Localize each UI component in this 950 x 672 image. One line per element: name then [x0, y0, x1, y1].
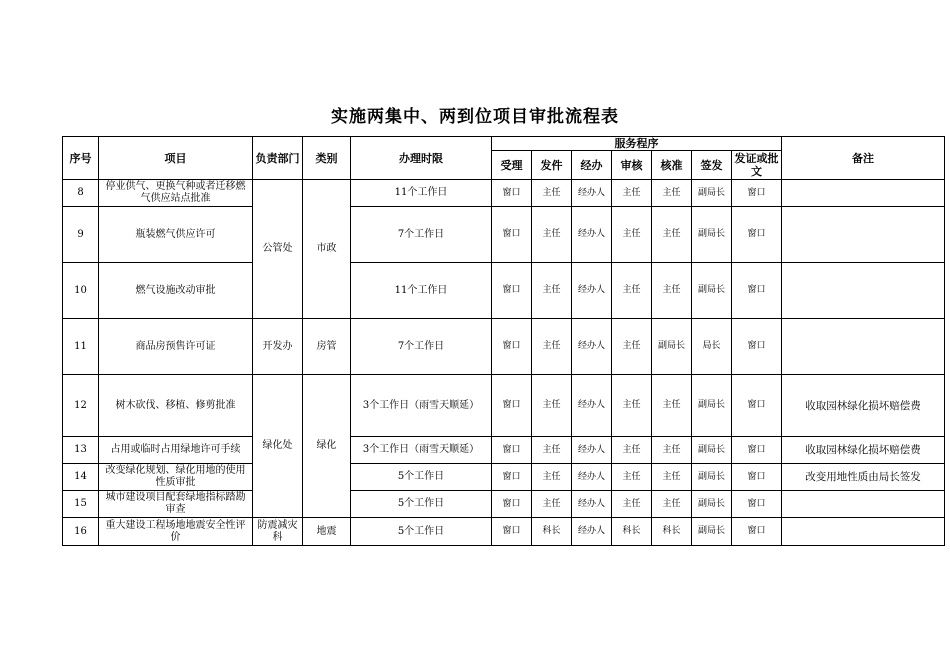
- row-item: 燃气设施改动审批: [99, 263, 253, 319]
- row-item: 城市建设项目配套绿地指标踏勘审查: [99, 491, 253, 518]
- row-note: [782, 180, 945, 207]
- step-cell: 窗口: [732, 518, 782, 546]
- step-cell: 主任: [652, 375, 692, 437]
- header-dept: 负责部门: [253, 137, 303, 180]
- row-item: 停业供气、更换气种或者迁移燃气供应站点批准: [99, 180, 253, 207]
- row-item: 瓶装燃气供应许可: [99, 207, 253, 263]
- step-cell: 经办人: [572, 464, 612, 491]
- step-cell: 主任: [532, 319, 572, 375]
- step-cell: 窗口: [732, 491, 782, 518]
- step-cell: 窗口: [492, 518, 532, 546]
- table-row: [63, 491, 945, 518]
- step-cell: 主任: [612, 375, 652, 437]
- row-time: 11个工作日: [351, 180, 492, 207]
- row-seq: 13: [63, 437, 99, 464]
- step-cell: 主任: [652, 491, 692, 518]
- step-cell: 科长: [652, 518, 692, 546]
- step-cell: 主任: [612, 180, 652, 207]
- step-cell: 局长: [692, 319, 732, 375]
- header-seq: 序号: [63, 137, 99, 180]
- step-cell: 经办人: [572, 437, 612, 464]
- step-cell: 副局长: [692, 375, 732, 437]
- row-note: 收取园林绿化损坏赔偿费: [782, 375, 945, 437]
- step-cell: 主任: [532, 491, 572, 518]
- header-remarks: 备注: [782, 137, 945, 180]
- header-step-issue: 发证或批文: [732, 151, 782, 180]
- step-cell: 主任: [532, 464, 572, 491]
- step-cell: 副局长: [692, 491, 732, 518]
- step-cell: 经办人: [572, 375, 612, 437]
- step-cell: 窗口: [732, 375, 782, 437]
- step-cell: 主任: [612, 319, 652, 375]
- table-row: [63, 518, 945, 546]
- step-cell: 科长: [532, 518, 572, 546]
- header-time-limit: 办理时限: [351, 137, 492, 180]
- step-cell: 窗口: [492, 437, 532, 464]
- row-item: 占用或临时占用绿地许可手续: [99, 437, 253, 464]
- step-cell: 窗口: [492, 319, 532, 375]
- row-note: [782, 319, 945, 375]
- step-cell: 副局长: [692, 518, 732, 546]
- row-item: 商品房预售许可证: [99, 319, 253, 375]
- step-cell: 窗口: [492, 491, 532, 518]
- step-cell: 经办人: [572, 263, 612, 319]
- step-cell: 经办人: [572, 518, 612, 546]
- header-step-dispatch: 发件: [532, 151, 572, 180]
- row-item: 改变绿化规划、绿化用地的使用性质审批: [99, 464, 253, 491]
- row-time: 5个工作日: [351, 491, 492, 518]
- category-cell: 地震: [303, 518, 351, 546]
- step-cell: 主任: [652, 207, 692, 263]
- dept-cell: 开发办: [253, 319, 303, 375]
- step-cell: 经办人: [572, 207, 612, 263]
- row-item: 重大建设工程场地地震安全性评价: [99, 518, 253, 546]
- step-cell: 副局长: [692, 263, 732, 319]
- row-note: 改变用地性质由局长签发: [782, 464, 945, 491]
- row-note: [782, 263, 945, 319]
- row-time: 11个工作日: [351, 263, 492, 319]
- row-seq: 12: [63, 375, 99, 437]
- row-time: 3个工作日（雨雪天顺延）: [351, 375, 492, 437]
- step-cell: 主任: [532, 375, 572, 437]
- row-time: 3个工作日（雨雪天顺延）: [351, 437, 492, 464]
- row-seq: 15: [63, 491, 99, 518]
- header-category: 类别: [303, 137, 351, 180]
- step-cell: 主任: [532, 207, 572, 263]
- row-note: 收取园林绿化损坏赔偿费: [782, 437, 945, 464]
- step-cell: 主任: [652, 464, 692, 491]
- category-cell: 绿化: [303, 375, 351, 518]
- step-cell: 副局长: [692, 437, 732, 464]
- step-cell: 科长: [612, 518, 652, 546]
- step-cell: 窗口: [732, 263, 782, 319]
- dept-cell: 公管处: [253, 180, 303, 319]
- header-step-accept: 受理: [492, 151, 532, 180]
- row-time: 5个工作日: [351, 518, 492, 546]
- category-cell: 市政: [303, 180, 351, 319]
- header-service: 服务程序: [492, 137, 782, 151]
- step-cell: 窗口: [732, 319, 782, 375]
- step-cell: 经办人: [572, 319, 612, 375]
- table-row: [63, 464, 945, 491]
- row-seq: 8: [63, 180, 99, 207]
- row-seq: 16: [63, 518, 99, 546]
- row-note: [782, 518, 945, 546]
- table-row: [63, 263, 945, 319]
- step-cell: 窗口: [492, 375, 532, 437]
- step-cell: 窗口: [732, 464, 782, 491]
- row-seq: 9: [63, 207, 99, 263]
- row-note: [782, 207, 945, 263]
- step-cell: 主任: [532, 437, 572, 464]
- row-item: 树木砍伐、移植、修剪批准: [99, 375, 253, 437]
- step-cell: 主任: [612, 263, 652, 319]
- step-cell: 副局长: [652, 319, 692, 375]
- table-row: [63, 375, 945, 437]
- table-row: [63, 207, 945, 263]
- step-cell: 主任: [652, 180, 692, 207]
- header-item: 项目: [99, 137, 253, 180]
- row-seq: 10: [63, 263, 99, 319]
- step-cell: 主任: [612, 491, 652, 518]
- approval-process-table: [62, 136, 945, 546]
- dept-cell: 绿化处: [253, 375, 303, 518]
- step-cell: 窗口: [732, 180, 782, 207]
- step-cell: 窗口: [732, 207, 782, 263]
- row-time: 7个工作日: [351, 319, 492, 375]
- category-cell: 房管: [303, 319, 351, 375]
- step-cell: 经办人: [572, 180, 612, 207]
- row-note: [782, 491, 945, 518]
- step-cell: 副局长: [692, 180, 732, 207]
- step-cell: 主任: [652, 437, 692, 464]
- step-cell: 主任: [612, 464, 652, 491]
- header-step-handle: 经办: [572, 151, 612, 180]
- step-cell: 副局长: [692, 464, 732, 491]
- step-cell: 经办人: [572, 491, 612, 518]
- table-row: [63, 319, 945, 375]
- row-seq: 11: [63, 319, 99, 375]
- step-cell: 主任: [612, 207, 652, 263]
- step-cell: 窗口: [732, 437, 782, 464]
- header-step-sign: 签发: [692, 151, 732, 180]
- dept-cell: 防震减灾科: [253, 518, 303, 546]
- step-cell: 窗口: [492, 180, 532, 207]
- step-cell: 主任: [532, 180, 572, 207]
- step-cell: 主任: [652, 263, 692, 319]
- header-step-review: 审核: [612, 151, 652, 180]
- step-cell: 窗口: [492, 207, 532, 263]
- row-time: 7个工作日: [351, 207, 492, 263]
- row-seq: 14: [63, 464, 99, 491]
- step-cell: 主任: [532, 263, 572, 319]
- page-title: 实施两集中、两到位项目审批流程表: [331, 107, 619, 127]
- step-cell: 副局长: [692, 207, 732, 263]
- header-step-approve: 核准: [652, 151, 692, 180]
- row-time: 5个工作日: [351, 464, 492, 491]
- step-cell: 窗口: [492, 464, 532, 491]
- step-cell: 窗口: [492, 263, 532, 319]
- step-cell: 主任: [612, 437, 652, 464]
- table-row: [63, 180, 945, 207]
- table-row: [63, 437, 945, 464]
